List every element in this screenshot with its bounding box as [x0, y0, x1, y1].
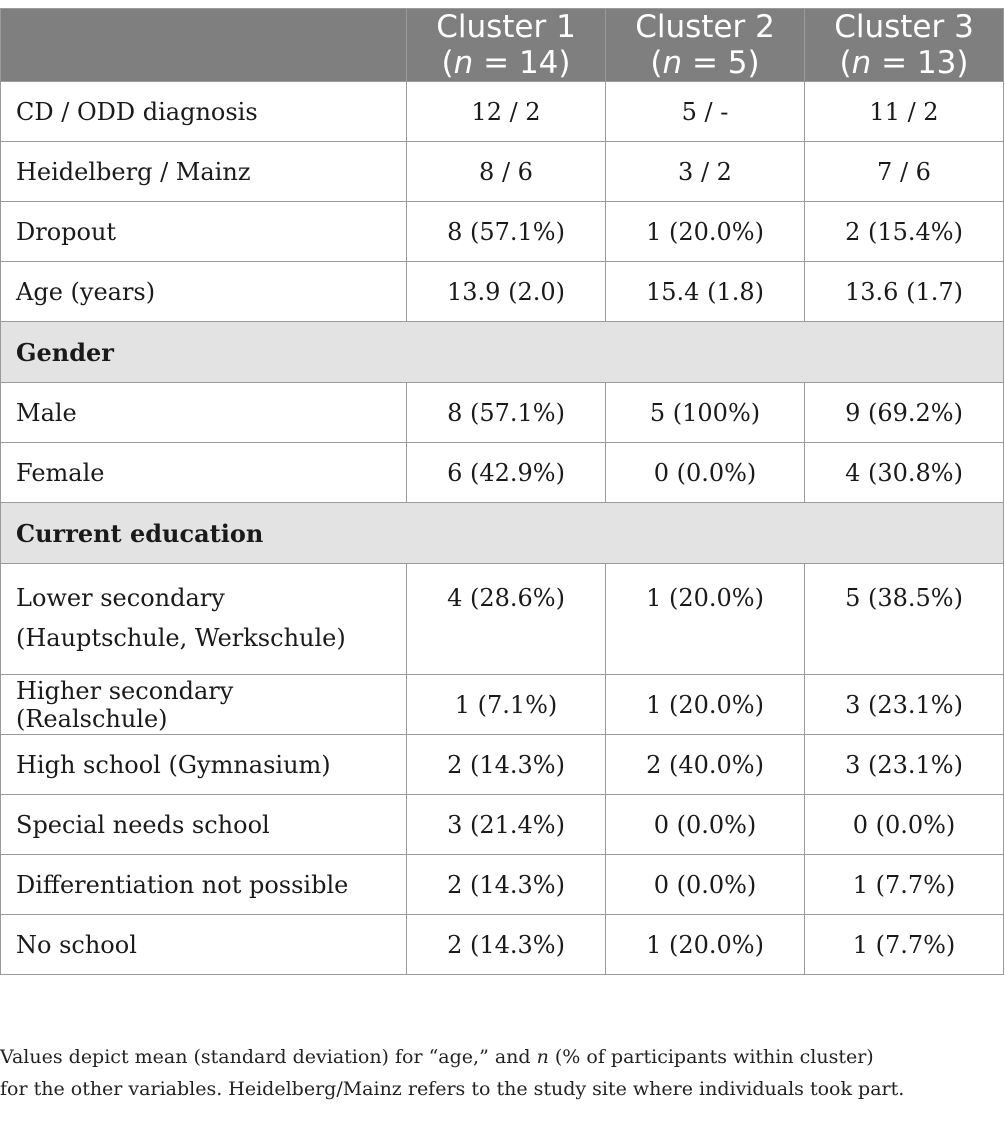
section-header-education [1, 503, 1004, 564]
cluster-n-symbol: n [453, 45, 474, 81]
cluster-n-symbol: n [851, 45, 872, 81]
cell-value: 0 (0.0%) [606, 795, 805, 855]
cell-value: 11 / 2 [805, 82, 1004, 142]
row-label [1, 564, 407, 675]
cell-value: 15.4 (1.8) [606, 262, 805, 322]
cell-value: 5 (38.5%) [805, 564, 1004, 675]
cell-value: 6 (42.9%) [407, 443, 606, 503]
section-header-gender [1, 322, 1004, 383]
cell-value: 9 (69.2%) [805, 383, 1004, 443]
cell-value: 2 (14.3%) [407, 915, 606, 975]
table-row [1, 142, 1004, 202]
header-cluster-2 [606, 9, 805, 82]
cell-value: 3 (23.1%) [805, 735, 1004, 795]
cell-value: 13.9 (2.0) [407, 262, 606, 322]
table-row [1, 564, 1004, 675]
cell-value: 2 (40.0%) [606, 735, 805, 795]
row-label: No school [1, 915, 407, 975]
row-label: High school (Gymnasium) [1, 735, 407, 795]
table-row [1, 735, 1004, 795]
table-row [1, 202, 1004, 262]
row-label: CD / ODD diagnosis [1, 82, 407, 142]
cluster-n-open: ( [650, 45, 663, 81]
cell-value: 1 (20.0%) [606, 564, 805, 675]
header-corner-cell [1, 9, 407, 82]
cell-value: 12 / 2 [407, 82, 606, 142]
cell-value: 7 / 6 [805, 142, 1004, 202]
cell-value: 2 (14.3%) [407, 735, 606, 795]
cell-value: 5 (100%) [606, 383, 805, 443]
cluster-n-open: ( [839, 45, 852, 81]
table-row [1, 915, 1004, 975]
header-cluster-1 [407, 9, 606, 82]
row-label: Dropout [1, 202, 407, 262]
row-label: Age (years) [1, 262, 407, 322]
cluster-n-value: = 5) [682, 45, 760, 81]
row-label: Differentiation not possible [1, 855, 407, 915]
cluster-name: Cluster 3 [834, 9, 974, 45]
cell-value: 8 (57.1%) [407, 383, 606, 443]
cell-value: 8 (57.1%) [407, 202, 606, 262]
table-row [1, 795, 1004, 855]
cell-value: 3 (21.4%) [407, 795, 606, 855]
footnote-text: (% of participants within cluster) [548, 1046, 874, 1068]
table-row [1, 383, 1004, 443]
cell-value: 3 / 2 [606, 142, 805, 202]
footnote-text: Values depict mean (standard deviation) for “age,” and [0, 1046, 537, 1068]
header-row [1, 9, 1004, 82]
cell-value: 1 (20.0%) [606, 202, 805, 262]
table-row [1, 82, 1004, 142]
cell-value: 1 (7.7%) [805, 855, 1004, 915]
cluster-name: Cluster 2 [635, 9, 775, 45]
row-label-line: Lower secondary [16, 584, 225, 612]
cell-value: 1 (20.0%) [606, 675, 805, 735]
row-label-line: (Hauptschule, Werkschule) [16, 624, 346, 652]
footnote-text: for the other variables. Heidelberg/Mainz refers to the study site where individuals took part. [0, 1078, 905, 1100]
footnote-n-symbol: n [536, 1046, 549, 1068]
cell-value: 8 / 6 [407, 142, 606, 202]
cell-value: 1 (7.7%) [805, 915, 1004, 975]
cell-value: 5 / - [606, 82, 805, 142]
cell-value: 2 (15.4%) [805, 202, 1004, 262]
cell-value: 0 (0.0%) [606, 443, 805, 503]
cell-value: 4 (28.6%) [407, 564, 606, 675]
table-row [1, 675, 1004, 735]
cell-value: 4 (30.8%) [805, 443, 1004, 503]
table-row [1, 443, 1004, 503]
cell-value: 3 (23.1%) [805, 675, 1004, 735]
header-cluster-3 [805, 9, 1004, 82]
row-label: Male [1, 383, 407, 443]
cluster-characteristics-table [0, 8, 1004, 975]
cell-value: 1 (7.1%) [407, 675, 606, 735]
row-label: Female [1, 443, 407, 503]
cluster-name: Cluster 1 [436, 9, 576, 45]
cell-value: 0 (0.0%) [606, 855, 805, 915]
cluster-n-value: = 14) [473, 45, 571, 81]
cell-value: 0 (0.0%) [805, 795, 1004, 855]
row-label: Special needs school [1, 795, 407, 855]
cell-value: 2 (14.3%) [407, 855, 606, 915]
table-footnote [0, 1041, 1005, 1105]
cluster-n-open: ( [441, 45, 454, 81]
cluster-n-value: = 13) [871, 45, 969, 81]
cell-value: 13.6 (1.7) [805, 262, 1004, 322]
table-row [1, 262, 1004, 322]
cell-value: 1 (20.0%) [606, 915, 805, 975]
cluster-n-symbol: n [662, 45, 683, 81]
row-label: Higher secondary (Realschule) [1, 675, 407, 735]
row-label: Heidelberg / Mainz [1, 142, 407, 202]
table-row [1, 855, 1004, 915]
section-title: Current education [1, 503, 1004, 564]
section-title: Gender [1, 322, 1004, 383]
